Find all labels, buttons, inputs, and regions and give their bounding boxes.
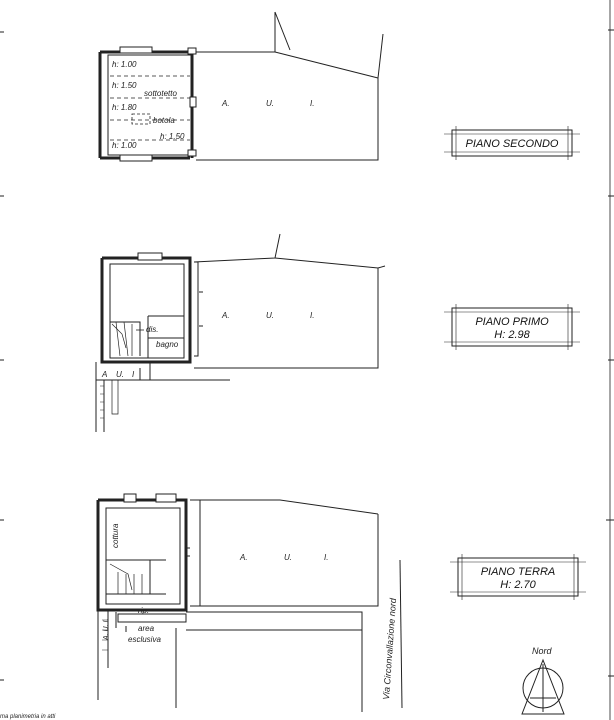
aui-label: U. (266, 311, 274, 320)
aui-label-small: I (132, 370, 135, 379)
room-label-dis: dis. (146, 325, 159, 334)
north-label: Nord (532, 646, 552, 656)
floor-plan-secondo (100, 12, 383, 161)
height-label: h: 1.00 (112, 60, 137, 69)
floor-title-primo: PIANO PRIMO (475, 316, 549, 328)
room-label-cottura: cottura (111, 523, 120, 548)
aui-label: I. (324, 553, 329, 562)
area-esclusiva-label: esclusiva (128, 635, 161, 644)
footnote: ma planimetria in atti (0, 714, 56, 720)
height-label: h: 1.80 (112, 103, 137, 112)
height-label: h: 1.00 (112, 141, 137, 150)
height-label: h: 1.50 (160, 132, 185, 141)
aui-label: U. (266, 99, 274, 108)
room-label-rip: rip. (138, 606, 150, 615)
floor-height-terra: H: 2.70 (500, 579, 536, 591)
height-label: h: 1.50 (112, 81, 137, 90)
aui-label-small: A (102, 370, 108, 379)
north-arrow-icon (522, 660, 564, 714)
street-label: Via Circonvallazione nord (381, 597, 399, 701)
floor-title-terra: PIANO TERRA (480, 566, 556, 578)
area-esclusiva-label: area (138, 624, 155, 633)
aui-label: U. (284, 553, 292, 562)
floor-plan-terra (98, 494, 402, 712)
aui-label: I. (310, 99, 315, 108)
aui-label-small: U. (116, 370, 124, 379)
aui-label: A. (222, 311, 230, 320)
floor-plan-primo (96, 234, 385, 432)
aui-label: I. (310, 311, 315, 320)
floor-title-secondo: PIANO SECONDO (465, 138, 559, 150)
room-label-bagno: bagno (156, 340, 179, 349)
aui-label: A. (240, 553, 248, 562)
room-label-sottotetto: sottotetto (144, 89, 177, 98)
floor-height-primo: H: 2.98 (494, 329, 530, 341)
aui-label-side: A. U. I. (103, 618, 110, 640)
room-label-botola: botola (153, 116, 175, 125)
aui-label: A. (222, 99, 230, 108)
